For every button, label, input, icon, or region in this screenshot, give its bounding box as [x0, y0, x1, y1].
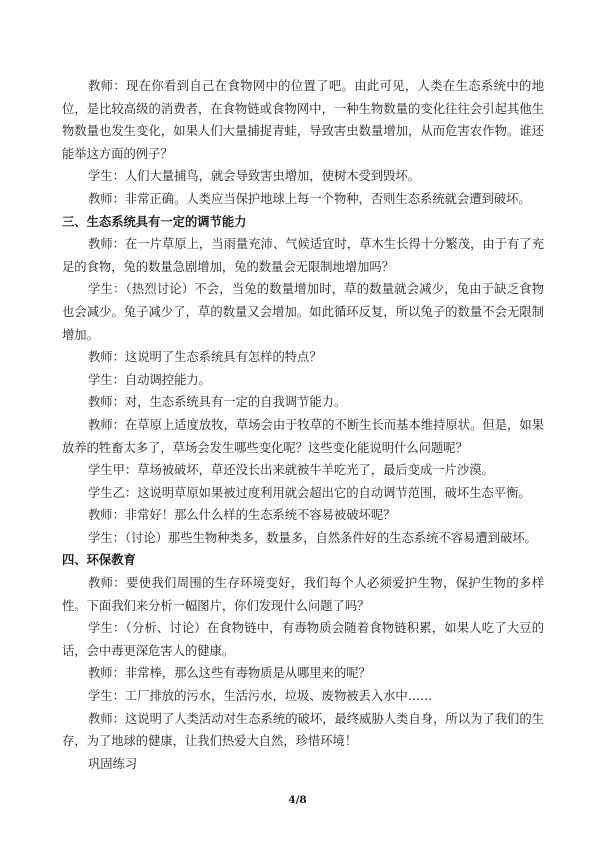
paragraph: 巩固练习: [88, 756, 138, 771]
paragraph: 学生：（热烈讨论）不会，当兔的数量增加时，草的数量就会减少，兔由于缺乏食物也会减少。兔子减少了，草的数量又会增加。如此循环反复，所以兔子的数量不会无限制增加。: [62, 282, 544, 342]
paragraph: 教师：这说明了人类活动对生态系统的破坏，最终威胁人类自身，所以为了我们的生存，为了地球的健康，让我们热爱大自然，珍惜环境！: [62, 711, 544, 749]
paragraph: 教师：在一片草原上，当雨量充沛、气候适宜时，草木生长得十分繁茂，由于有了充足的食物，兔的数量急剧增加，兔的数量会无限制地增加吗？: [62, 237, 544, 274]
page-number: 4/8: [288, 794, 307, 806]
paragraph: 教师：非常棒，那么这些有毒物质是从哪里来的呢？: [88, 666, 371, 681]
paragraph: 学生甲：草场被破坏，草还没长出来就被牛羊吃光了，最后变成一片沙漠。: [88, 463, 494, 478]
paragraph: 教师：非常好！那么什么样的生态系统不容易被破坏呢？: [88, 508, 396, 523]
paragraph: 学生：（讨论）那些生物种类多，数量多，自然条件好的生态系统不容易遭到破坏。: [88, 530, 537, 545]
document-body: [62, 75, 544, 775]
paragraph: 教师：这说明了生态系统具有怎样的特点？: [88, 350, 322, 365]
paragraph: 学生：人们大量捕鸟，就会导致害虫增加，使树木受到毁坏。: [88, 169, 421, 184]
paragraph: 教师：在草原上适度放牧，草场会由于牧草的不断生长而基本维持原状。但是，如果放养的牲畜太多了，草场会发生哪些变化呢？这些变化能说明什么问题呢？: [62, 417, 544, 455]
paragraph: 学生：工厂排放的污水，生活污水，垃圾、废物被丢入水中……: [88, 689, 433, 704]
paragraph: 教师：对，生态系统具有一定的自我调节能力。: [88, 395, 347, 410]
paragraph: 学生：（分析、讨论）在食物链中，有毒物质会随着食物链积累，如果人吃了大豆的话，会中毒更深危害人的健康。: [62, 621, 544, 658]
paragraph: 教师：要使我们周围的生存环境变好，我们每个人必须爱护生物，保护生物的多样性。下面我们来分析一幅图片，你们发现什么问题了吗？: [62, 576, 544, 613]
paragraph: 学生乙：这说明草原如果被过度利用就会超出它的自动调节范围，破坏生态平衡。: [88, 485, 531, 500]
section-heading: 三、生态系统具有一定的调节能力: [62, 214, 247, 229]
paragraph: 教师：现在你看到自己在食物网中的位置了吧。由此可见，人类在生态系统中的地位，是比较高级的消费者，在食物链或食物网中，一种生物数量的变化往往会引起其他生物数量也发生变化，如果人们大量捕捉青蛙，导致害虫数量增加，从而危害农作物。谁还能举这方面的例子？: [62, 79, 544, 161]
paragraph: 学生：自动调控能力。: [88, 372, 211, 387]
section-heading: 四、环保教育: [62, 553, 136, 568]
paragraph: 教师：非常正确。人类应当保护地球上每一个物种，否则生态系统就会遭到破坏。: [88, 191, 531, 206]
